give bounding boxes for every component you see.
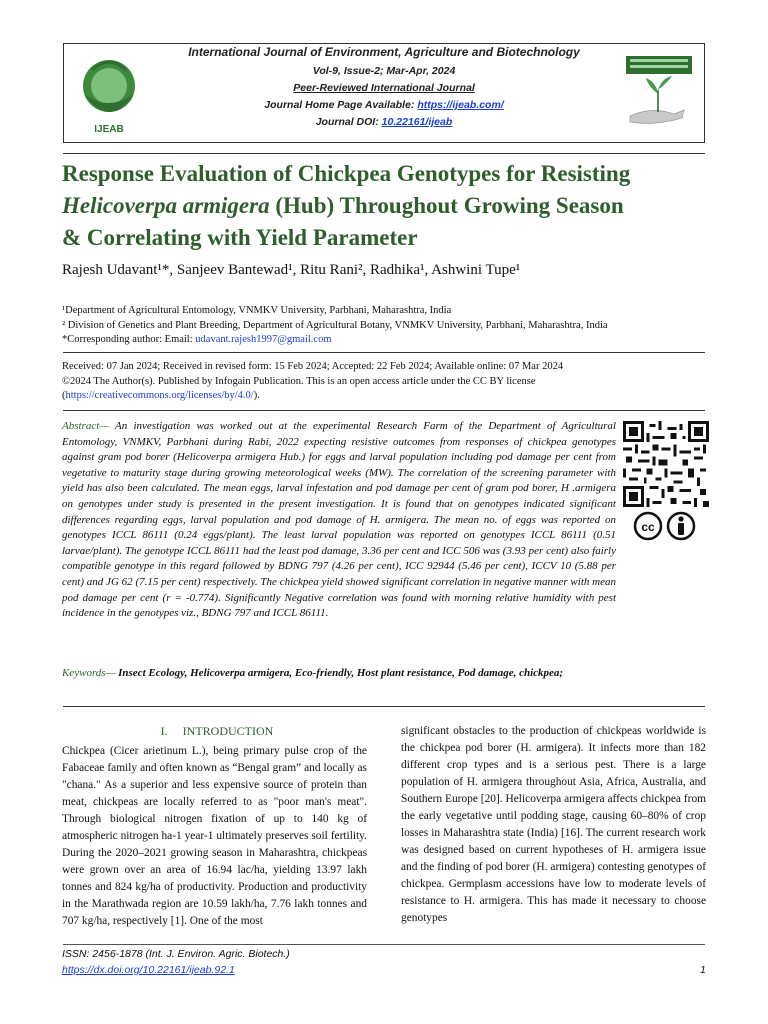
- journal-home-link[interactable]: https://ijeab.com/: [417, 99, 504, 111]
- abstract-text: An investigation was worked out at the experimental Research Farm of the Department of Agricultural Entomology, VNMKV, Parbhani during Rabi, 2022 expecting resistive outcomes from responses of chickpea genotypes against gram pod borer (Helicoverpa armigera Hub.) for eggs and larval population including pod damage per cent from vegetative to maturity stage during growing meteorological weeks (MW). The correlation of the screening parameter with yield has also been calculated. The mean eggs, larval infestation and pod damage per cent of gram pod borer, H .armigera on genotypes under study is presented in the present investigation. It is found that on genotypes indicated significant differences regarding eggs, larval population and pod damage of H. armigera. The mean no. of eggs was reported on genotypes ICCL 86111 (0.24 eggs/plant). The least larval population was reported on genotypes ICCL 86111 (0.51 larvae/plant). The genotype ICCL 86111 had the least pod damage, 3.36 per cent and ICC 506 was (3.93 per cent) also fairly compatible genotype in this regard followed by BDNG 797 (4.26 per cent), ICC 92944 (5.46 per cent), ICCV 10 (5.88 per cent) and JG 62 (7.15 per cent) respectively. The chickpea yield showed significant correlation in negative manner with mean pod damage per cent (r = -0.774). Significantly Negative correlation was found with morning relative humidity with pest incidence in the genotypes viz., BDNG 797 and ICCL 86111.: [62, 420, 616, 620]
- keywords-label: Keywords—: [62, 667, 116, 679]
- footer-divider: [63, 944, 705, 945]
- article-history: Received: 07 Jan 2024; Received in revised form: 15 Feb 2024; Accepted: 22 Feb 2024; Available online: 07 Mar 2024 ©2024 The Author(s). Published by Infogain Publication. This is an open access article under the CC BY license (https://creativecommons.org/licenses/by/4.0/).: [62, 361, 564, 401]
- affiliation-2: ² Division of Genetics and Plant Breeding, Department of Agricultural Botany, VNMKV University, Parbhani, Maharashtra, India: [62, 320, 608, 331]
- abstract-label: Abstract—: [62, 420, 110, 432]
- keywords-text: Insect Ecology, Helicoverpa armigera, Eco-friendly, Host plant resistance, Pod damage, chickpea;: [115, 667, 564, 679]
- qr-code-icon[interactable]: [623, 421, 709, 507]
- journal-name: International Journal of Environment, Agriculture and Biotechnology: [188, 45, 580, 59]
- page-number: 1: [700, 964, 706, 976]
- affiliation-divider: [63, 352, 705, 353]
- journal-doi-line: Journal DOI: 10.22161/ijeab: [315, 116, 453, 128]
- corresponding-author: *Corresponding author: Email: udavant.rajesh1997@gmail.com: [62, 334, 332, 345]
- journal-header: [63, 43, 705, 143]
- footer-issn: ISSN: 2456-1878 (Int. J. Environ. Agric. Biotech.): [62, 948, 290, 960]
- abstract-divider: [63, 706, 705, 707]
- corresponding-email-link[interactable]: udavant.rajesh1997@gmail.com: [195, 334, 332, 345]
- ijeab-logo-icon: [72, 50, 146, 136]
- author-list: Rajesh Udavant¹*, Sanjeev Bantewad¹, Ritu Rani², Radhika¹, Ashwini Tupe¹: [62, 262, 521, 278]
- cc-by-license-icon: [633, 511, 697, 541]
- paper-title: Response Evaluation of Chickpea Genotypes for Resisting Helicoverpa armigera (Hub) Throughout Growing Season & Correlating with Yield Parameter: [62, 161, 631, 250]
- affiliation-1: ¹Department of Agricultural Entomology, VNMKV University, Parbhani, Maharashtra, India: [62, 305, 452, 316]
- header-divider: [63, 153, 705, 154]
- hand-seedling-logo-icon: [622, 50, 696, 136]
- intro-column-right: significant obstacles to the production of chickpeas worldwide is the chickpea pod borer (H. armigera). It infects more than 182 different crop types and is a serious pest. There is a large population of H. armigera throughout Asia, Africa, Australia, and Southern Europe [20]. Helicoverpa armigera affects chickpea from the early vegetative until podding stage, causing 60–80% of crop losses in Maharashtra state (India) [16]. The current research work was designed based on current hypotheses of H. armigera issue and the finding of pod borer (H. armigera) contesting genotypes of chickpea. Germplasm accessions have low to moderate levels of resistance to H. armigera. This has made it necessary to choose genotypes: [401, 725, 706, 924]
- license-link[interactable]: https://creativecommons.org/licenses/by/4.0/: [65, 390, 254, 401]
- section-heading-introduction: I. INTRODUCTION: [160, 724, 274, 738]
- abstract: [62, 419, 616, 622]
- journal-home-line: Journal Home Page Available: https://ijeab.com/: [264, 99, 504, 111]
- footer-doi-link[interactable]: https://dx.doi.org/10.22161/ijeab.92.1: [62, 964, 235, 976]
- peer-reviewed-label: Peer-Reviewed International Journal: [293, 82, 475, 94]
- journal-issue: Vol-9, Issue-2; Mar-Apr, 2024: [312, 65, 456, 77]
- keywords: [62, 665, 616, 681]
- history-divider: [63, 410, 705, 411]
- logo-text: IJEAB: [94, 124, 124, 135]
- svg-text:cc: cc: [641, 520, 655, 534]
- intro-column-left: Chickpea (Cicer arietinum L.), being primary pulse crop of the Fabaceae family and often known as “Bengal gram” and locally as "chana." As a superior and less expensive source of protein than meat, chickpeas are locally referred to as "poor man's meat". Through biological nitrogen fixation of up to 140 kg of atmospheric nitrogen ha-1 year-1 ultimately preserves soil fertility. During the 2020–2021 growing season in Maharashtra, chickpeas were grown over an area of 16.94 lac/ha, yielding 13.97 lakh tonnes and 824 kg/ha of productivity. Production and productivity in the Marathwada region are 10.59 lakh/ha, 7.76 lakh tonnes and 707 kg/ha, respectively [1]. One of the most: [62, 745, 367, 927]
- journal-doi-link[interactable]: 10.22161/ijeab: [381, 116, 453, 128]
